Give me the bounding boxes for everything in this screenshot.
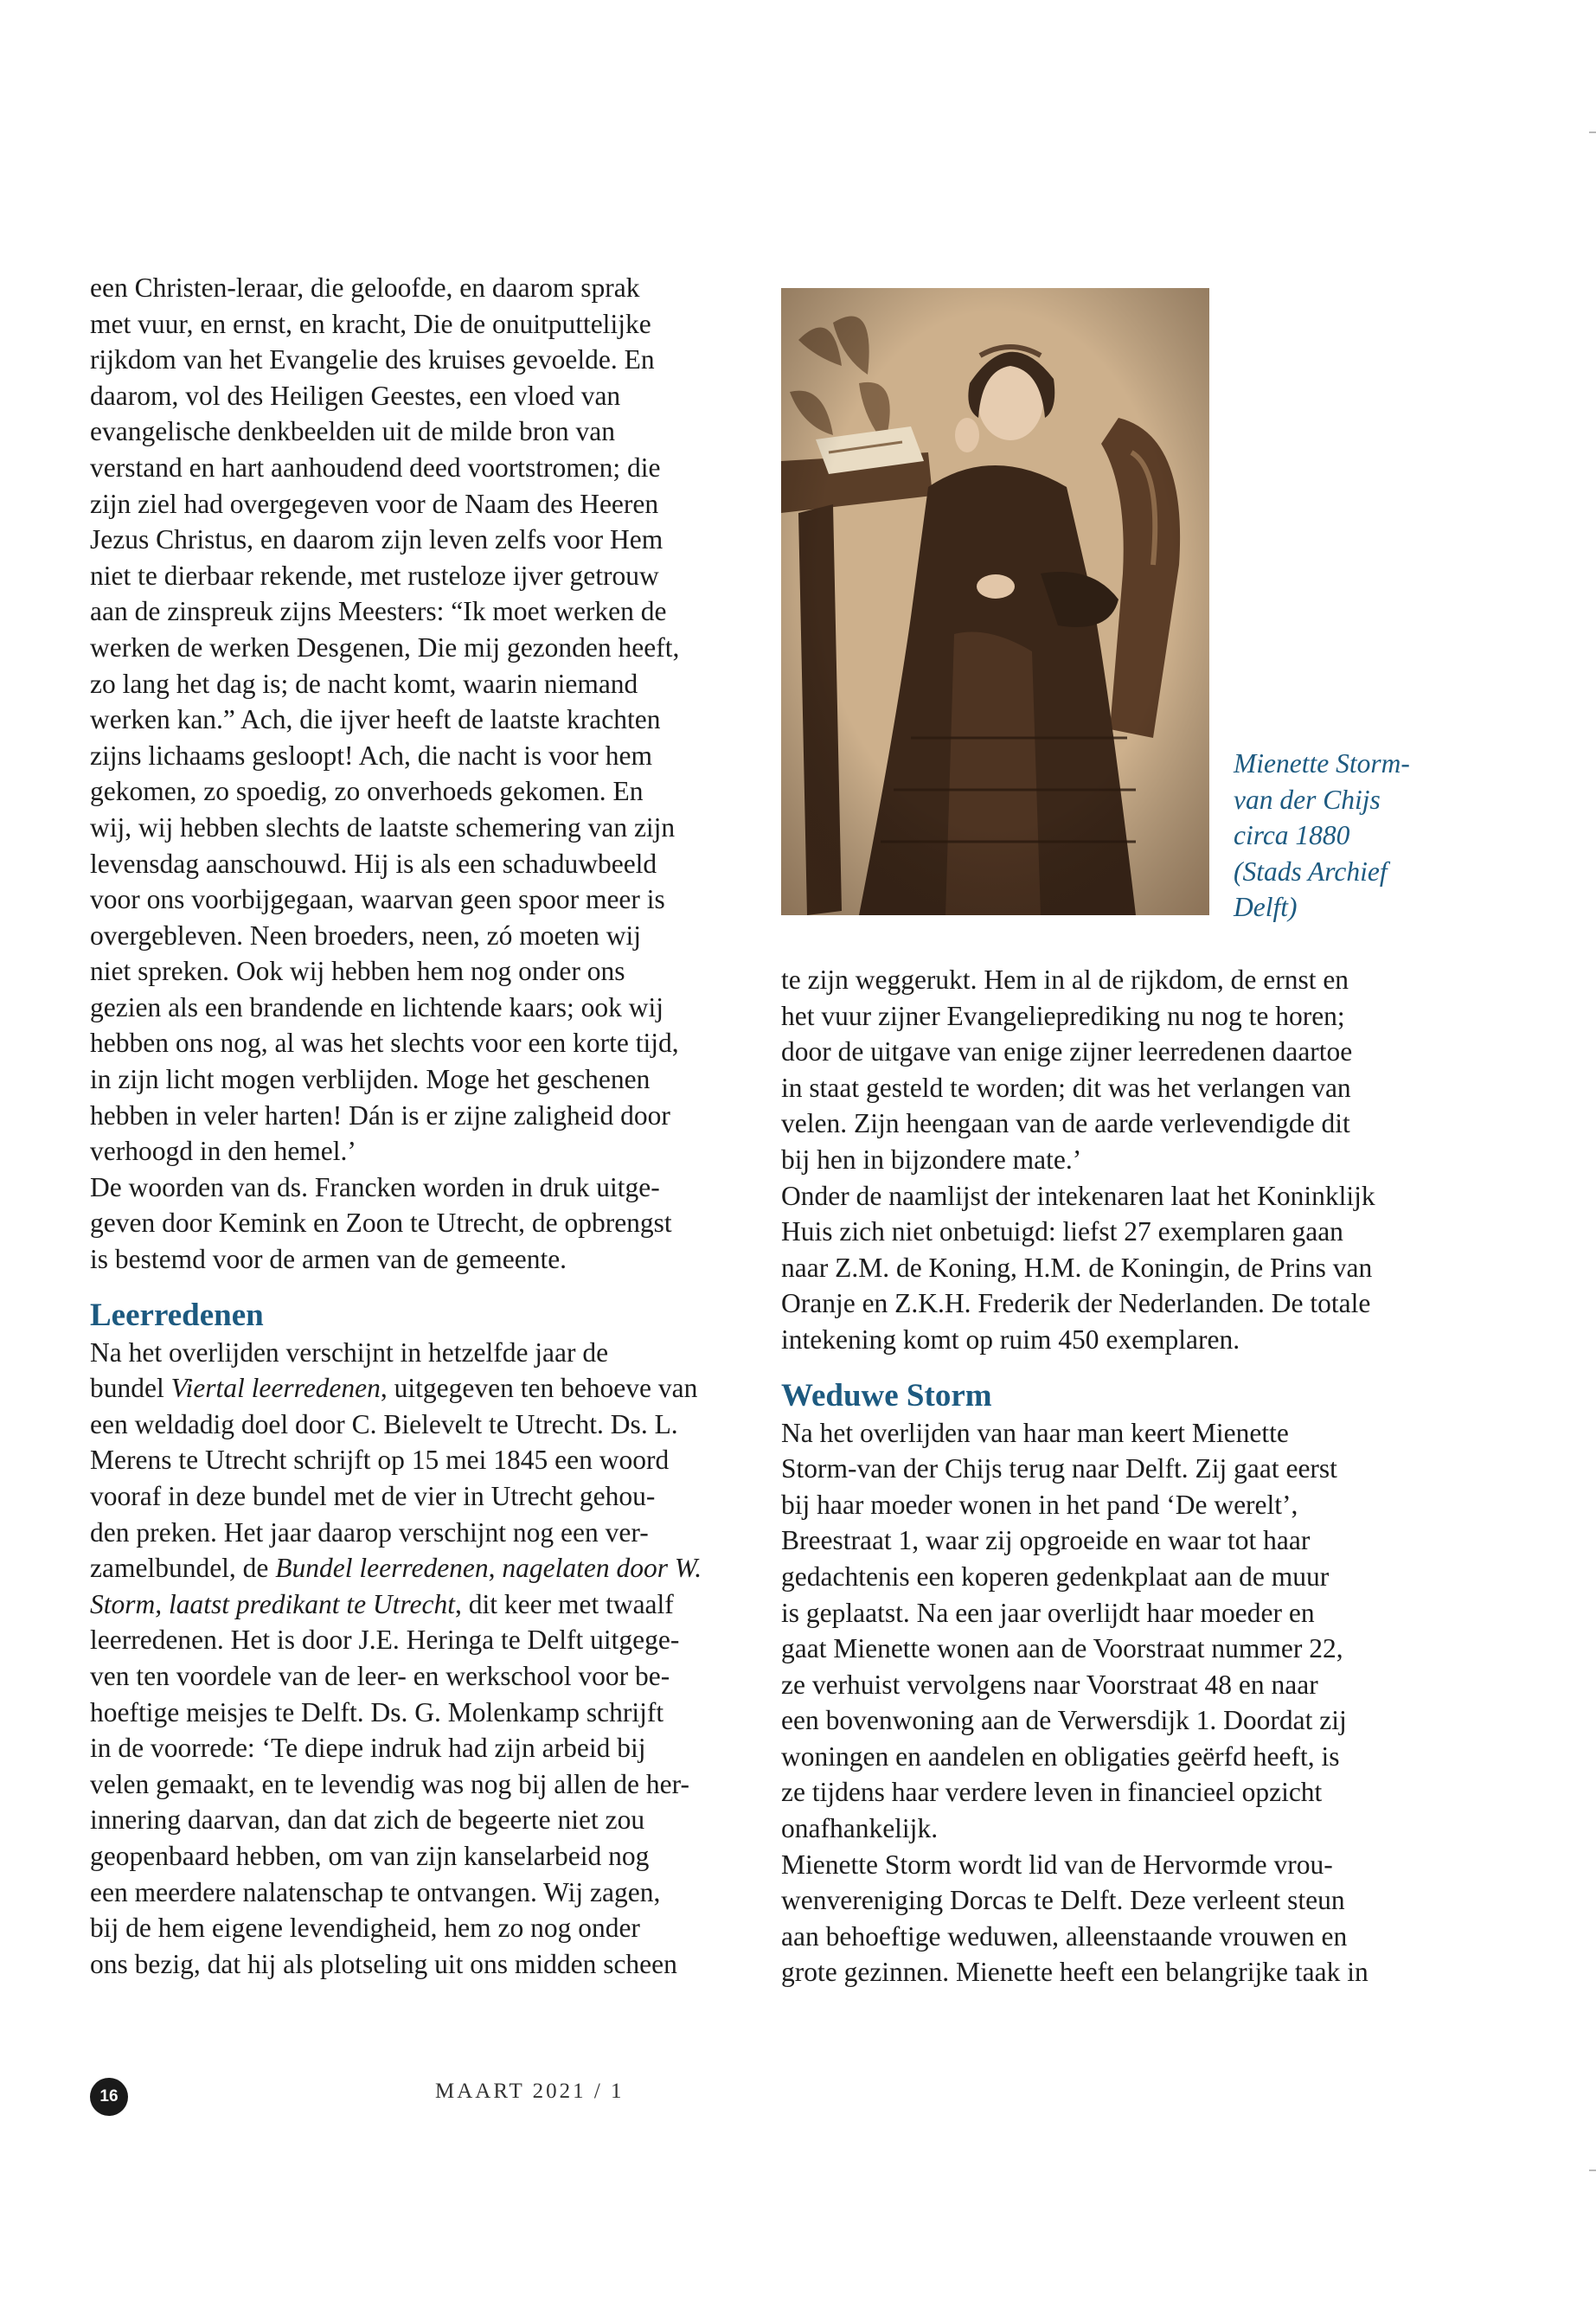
text-line: zo lang het dag is; de nacht komt, waarin niemand xyxy=(90,668,638,699)
book-title: Bundel leerredenen, nagelaten door W. xyxy=(275,1553,702,1584)
text-line: in zijn licht mogen verblijden. Moge het geschenen xyxy=(90,1064,651,1095)
text-line: in de voorrede: ‘Te diepe indruk had zijn arbeid bij xyxy=(90,1733,646,1764)
text-line: ven ten voordele van de leer- en werkschool voor be- xyxy=(90,1660,670,1691)
text-line: naar Z.M. de Koning, H.M. de Koningin, de Prins van xyxy=(781,1252,1373,1283)
caption-line: (Stads Archief xyxy=(1234,856,1388,887)
text-line: is bestemd voor de armen van de gemeente. xyxy=(90,1244,567,1275)
text-line: hoeftige meisjes te Delft. Ds. G. Molenkamp schrijft xyxy=(90,1696,664,1727)
text-line: gekomen, zo spoedig, zo onverhoeds gekomen. En xyxy=(90,776,644,807)
text-line: een weldadig doel door C. Bielevelt te Utrecht. Ds. L. xyxy=(90,1408,678,1439)
text-line: door de uitgave van enige zijner leerredenen daartoe xyxy=(781,1036,1353,1067)
left-paragraph-quote xyxy=(90,270,749,1170)
text-line: bij de hem eigene levendigheid, hem zo nog onder xyxy=(90,1913,640,1944)
right-column xyxy=(781,962,1439,1990)
text-line: niet spreken. Ook wij hebben hem nog onder ons xyxy=(90,956,625,987)
caption-line: circa 1880 xyxy=(1234,820,1350,851)
text-line: levensdag aanschouwd. Hij is als een schaduwbeeld xyxy=(90,848,657,879)
text-run: bundel xyxy=(90,1373,171,1404)
caption-line: van der Chijs xyxy=(1234,784,1381,815)
text-line: woningen en aandelen en obligaties geërfd heeft, is xyxy=(781,1740,1340,1772)
text-line: den preken. Het jaar daarop verschijnt nog een ver- xyxy=(90,1516,649,1548)
text-line: een Christen-leraar, die geloofde, en daarom sprak xyxy=(90,272,640,303)
section-heading-weduwe-storm: Weduwe Storm xyxy=(781,1377,992,1413)
text-line: Na het overlijden van haar man keert Mienette xyxy=(781,1417,1289,1448)
text-line: is geplaatst. Na een jaar overlijdt haar moeder en xyxy=(781,1597,1315,1628)
text-line: met vuur, en ernst, en kracht, Die de onuitputtelijke xyxy=(90,308,651,339)
text-line: ons bezig, dat hij als plotseling uit ons midden scheen xyxy=(90,1948,677,1979)
text-line: De woorden van ds. Francken worden in druk uitge- xyxy=(90,1171,660,1202)
text-line: vooraf in deze bundel met de vier in Utrecht gehou- xyxy=(90,1481,656,1511)
text-line: geven door Kemink en Zoon te Utrecht, de opbrengst xyxy=(90,1208,672,1239)
text-line: een meerdere nalatenschap te ontvangen. Wij zagen, xyxy=(90,1876,661,1907)
text-line: het vuur zijner Evangelieprediking nu nog te horen; xyxy=(781,1000,1345,1031)
text-line: zijn ziel had overgegeven voor de Naam des Heeren xyxy=(90,488,659,519)
text-line: verhoogd in den hemel.’ xyxy=(90,1136,356,1167)
text-line: Oranje en Z.K.H. Frederik der Nederlanden. De totale xyxy=(781,1288,1371,1319)
text-line: Onder de naamlijst der intekenaren laat het Koninklijk xyxy=(781,1180,1375,1211)
text-line: overgebleven. Neen broeders, neen, zó moeten wij xyxy=(90,920,642,951)
text-line: wenvereniging Dorcas te Delft. Deze verleent steun xyxy=(781,1885,1345,1916)
text-line: aan behoeftige weduwen, alleenstaande vrouwen en xyxy=(781,1920,1348,1952)
text-line: Mienette Storm wordt lid van de Hervormde vrou- xyxy=(781,1849,1333,1880)
text-line: Huis zich niet onbetuigd: liefst 27 exemplaren gaan xyxy=(781,1216,1343,1247)
page-number-badge: 16 xyxy=(90,2078,128,2116)
issue-label: MAART 2021 / 1 xyxy=(435,2080,625,2103)
text-line: een bovenwoning aan de Verwersdijk 1. Doordat zij xyxy=(781,1705,1347,1736)
left-paragraph-publication xyxy=(90,1170,749,1278)
text-run: , uitgegeven ten behoeve van xyxy=(380,1373,698,1404)
text-line xyxy=(90,1586,749,1623)
right-paragraph-widow xyxy=(781,1415,1439,1847)
text-line: gedachtenis een koperen gedenkplaat aan de muur xyxy=(781,1561,1330,1592)
text-line: wij, wij hebben slechts de laatste schemering van zijn xyxy=(90,811,676,843)
text-line: te zijn weggerukt. Hem in al de rijkdom, de ernst en xyxy=(781,965,1349,995)
text-line: bij hen in bijzondere mate.’ xyxy=(781,1144,1082,1175)
text-line: Storm-van der Chijs terug naar Delft. Zij gaat eerst xyxy=(781,1453,1337,1484)
text-line: Merens te Utrecht schrijft op 15 mei 1845 een woord xyxy=(90,1445,670,1476)
portrait-photo xyxy=(781,288,1209,915)
text-line: velen. Zijn heengaan van de aarde verlevendigde dit xyxy=(781,1108,1350,1139)
text-line: grote gezinnen. Mienette heeft een belangrijke taak in xyxy=(781,1957,1368,1988)
book-title: Viertal leerredenen xyxy=(170,1373,381,1404)
text-line: ze verhuist vervolgens naar Voorstraat 48 en naar xyxy=(781,1669,1318,1700)
left-column xyxy=(90,270,749,1982)
photo-caption xyxy=(1234,746,1450,926)
right-paragraph-quote-end xyxy=(781,962,1439,1178)
text-line: gaat Mienette wonen aan de Voorstraat nummer 22, xyxy=(781,1633,1343,1664)
section-heading-leerredenen: Leerredenen xyxy=(90,1297,264,1333)
left-paragraph-leerredenen xyxy=(90,1335,749,1983)
text-line: Breestraat 1, waar zij opgroeide en waar tot haar xyxy=(781,1525,1311,1556)
text-line: ze tijdens haar verdere leven in financieel opzicht xyxy=(781,1777,1323,1808)
text-line: Na het overlijden verschijnt in hetzelfde jaar de xyxy=(90,1336,609,1368)
text-line: onafhankelijk. xyxy=(781,1813,939,1844)
text-line: werken kan.” Ach, die ijver heeft de laatste krachten xyxy=(90,704,661,735)
text-line: aan de zinspreuk zijns Meesters: “Ik moet werken de xyxy=(90,596,667,627)
text-line: niet te dierbaar rekende, met rusteloze ijver getrouw xyxy=(90,560,659,591)
text-line: bij haar moeder wonen in het pand ‘De werelt’, xyxy=(781,1489,1298,1520)
text-line: rijkdom van het Evangelie des kruises gevoelde. En xyxy=(90,344,655,375)
text-line: hebben ons nog, al was het slechts voor een korte tijd, xyxy=(90,1028,679,1059)
text-line: daarom, vol des Heiligen Geestes, een vloed van xyxy=(90,380,621,411)
right-paragraph-subscribers xyxy=(781,1178,1439,1358)
portrait-illustration xyxy=(781,288,1209,915)
crop-mark xyxy=(1589,131,1596,133)
text-line: zijns lichaams gesloopt! Ach, die nacht is voor hem xyxy=(90,740,652,771)
text-line: evangelische denkbeelden uit de milde bron van xyxy=(90,416,616,447)
text-line xyxy=(90,1550,749,1586)
text-run: zamelbundel, de xyxy=(90,1553,276,1584)
right-paragraph-dorcas xyxy=(781,1847,1439,1990)
text-line: verstand en hart aanhoudend deed voortstromen; die xyxy=(90,452,661,483)
caption-line: Delft) xyxy=(1234,892,1298,923)
text-line: Jezus Christus, en daarom zijn leven zelfs voor Hem xyxy=(90,524,663,555)
text-line: werken de werken Desgenen, Die mij gezonden heeft, xyxy=(90,631,680,663)
text-line: voor ons voorbijgegaan, waarvan geen spoor meer is xyxy=(90,884,665,915)
text-run: , dit keer met twaalf xyxy=(455,1588,674,1619)
crop-mark xyxy=(1589,2170,1596,2171)
caption-line: Mienette Storm- xyxy=(1234,748,1410,779)
text-line: innering daarvan, dan dat zich de begeerte niet zou xyxy=(90,1804,645,1836)
text-line: gezien als een brandende en lichtende kaars; ook wij xyxy=(90,991,663,1022)
text-line: hebben in veler harten! Dán is er zijne zaligheid door xyxy=(90,1099,670,1131)
text-line: intekening komt op ruim 450 exemplaren. xyxy=(781,1324,1240,1355)
book-title: Storm, laatst predikant te Utrecht xyxy=(90,1588,455,1619)
text-line: velen gemaakt, en te levendig was nog bij allen de her- xyxy=(90,1768,689,1799)
text-line xyxy=(90,1370,749,1407)
text-line: geopenbaard hebben, om van zijn kanselarbeid nog xyxy=(90,1840,650,1871)
text-line: in staat gesteld te worden; dit was het verlangen van xyxy=(781,1072,1351,1103)
text-line: leerredenen. Het is door J.E. Heringa te Delft uitgege- xyxy=(90,1625,680,1656)
